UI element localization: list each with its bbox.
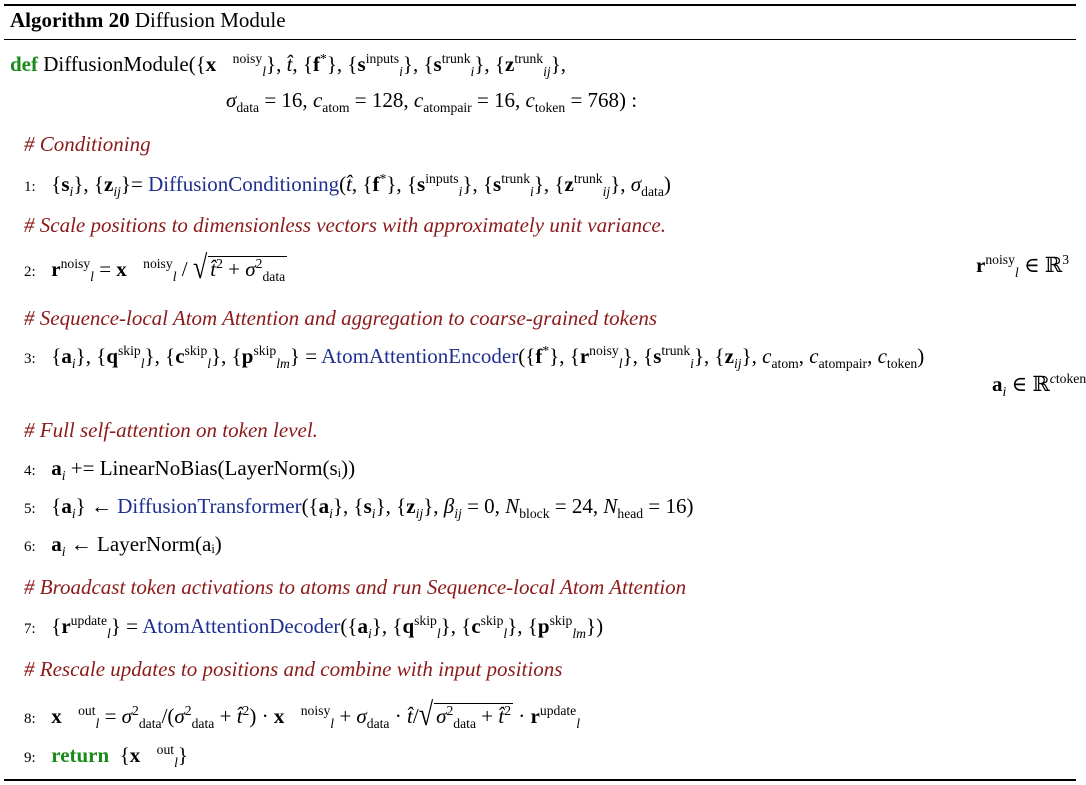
step-1: 1: $\{s_i\}$, $\{z_{ij}\}=$ DiffusionConditioning(t̂, {f*}, $\{s^{inputs}_i\}$, $\{s^{trunk}_i\}$, $\{z^{trunk}_{ij}\}$, $\sigma_{data}$) xyxy=(24,171,671,200)
diffusion-transformer-call: DiffusionTransformer xyxy=(117,494,302,518)
step-7: 7: $\{r^{update}_l\}$ = $AtomAttentionDecoder(\{a_i\}$, $\{q^{skip}_l\}$, $\{c^{skip}_l\}$, $\{p^{skip}_{lm}\}$) xyxy=(24,613,604,642)
comment-encoder: # Sequence-local Atom Attention and aggregation to coarse-grained tokens xyxy=(24,306,657,330)
line-number: 4: xyxy=(24,463,36,479)
signature-line-1: def DiffusionModule({x⃗$^{noisy}_l$}, t̂, {f*}, $\{s^{inputs}_i\}$, $\{s^{trunk}_i\}$, $\{z^{trunk}_{ij}\}$, xyxy=(10,51,567,80)
linear-no-bias-call: LinearNoBias(LayerNorm(sᵢ)) xyxy=(99,456,356,480)
algorithm-label: Algorithm 20 xyxy=(10,8,130,32)
title-rule xyxy=(4,39,1076,40)
step-3-annotation: $a_i$ ∈ ℝ$^{ctoken}$ xyxy=(992,371,1086,400)
signature-line-2: $\sigma_{data} = 16$, $c_{atom} = 128$, $c_{atompair} = 16$, $c_{token} = 768$) : xyxy=(226,88,638,116)
comment-broadcast: # Broadcast token activations to atoms and run Sequence-local Atom Attention xyxy=(24,575,687,599)
step-2-annotation: $r^{noisy}_l$ ∈ ℝ$^3$ xyxy=(976,252,1070,281)
step-6: 6: $a_i$ ← LayerNorm(aᵢ) xyxy=(24,532,222,560)
line-number: 9: xyxy=(24,750,36,766)
line-number: 6: xyxy=(24,539,36,555)
diffusion-conditioning-call: DiffusionConditioning xyxy=(148,172,340,196)
step-2: 2: $r^{noisy}_l$ = x⃗$^{noisy}_l$ / √ t̂$^2$ + $\sigma^2_{data}$ xyxy=(24,249,286,286)
step-9: 9: return {x⃗$^{out}_l$} xyxy=(24,742,188,771)
line-number: 5: xyxy=(24,501,36,517)
atom-attention-encoder-call: AtomAttentionEncoder xyxy=(321,344,519,368)
def-keyword: def xyxy=(10,52,38,76)
step-5: 5: $\{a_i\}$ ← $DiffusionTransformer(\{a_i\}$, $\{s_i\}$, $\{z_{ij}\}$, $\beta_{ij} = 0$, $N_{block} = 24$, $N_{head} = 16$) xyxy=(24,494,694,522)
bottom-rule xyxy=(4,779,1076,781)
comment-conditioning: # Conditioning xyxy=(24,132,151,156)
step-4: 4: $a_i$ += LinearNoBias(LayerNorm(sᵢ)) xyxy=(24,456,356,484)
atom-attention-decoder-call: AtomAttentionDecoder xyxy=(142,614,341,638)
comment-rescale: # Rescale updates to positions and combine with input positions xyxy=(24,657,563,681)
line-number: 1: xyxy=(24,179,36,195)
algorithm-title xyxy=(10,8,286,33)
comment-scale: # Scale positions to dimensionless vectors with approximately unit variance. xyxy=(24,213,666,237)
line-number: 3: xyxy=(24,351,36,367)
line-number: 2: xyxy=(24,264,36,280)
layernorm-call: LayerNorm(aᵢ) xyxy=(97,532,222,556)
return-keyword: return xyxy=(51,743,110,767)
line-number: 8: xyxy=(24,711,36,727)
algorithm-name: Diffusion Module xyxy=(134,8,286,32)
step-8: 8: x⃗$^{out}_l$ = $\sigma^2_{data}/(\sigma^2_{data}$ + t̂$^2$) · x⃗$^{noisy}_l$ + $\sigma_{data}$ · t̂/√ $\sigma^2_{data}$ + t̂$^2$ · $r^{update}_l$ xyxy=(24,696,581,733)
step-3: 3: $\{a_i\}$, $\{q^{skip}_l\}$, $\{c^{skip}_l\}$, $\{p^{skip}_{lm}\}$ = AtomAttentionEncoder({f*}, $\{r^{noisy}_l\}$, $\{s^{trunk}_i\}$, $\{z_{ij}\}$, $c_{atom}$, $c_{atompair}$, $c_{token}$) xyxy=(24,343,925,372)
comment-self-attention: # Full self-attention on token level. xyxy=(24,418,318,442)
top-rule xyxy=(4,4,1076,6)
line-number: 7: xyxy=(24,621,36,637)
function-name: DiffusionModule xyxy=(43,52,189,76)
